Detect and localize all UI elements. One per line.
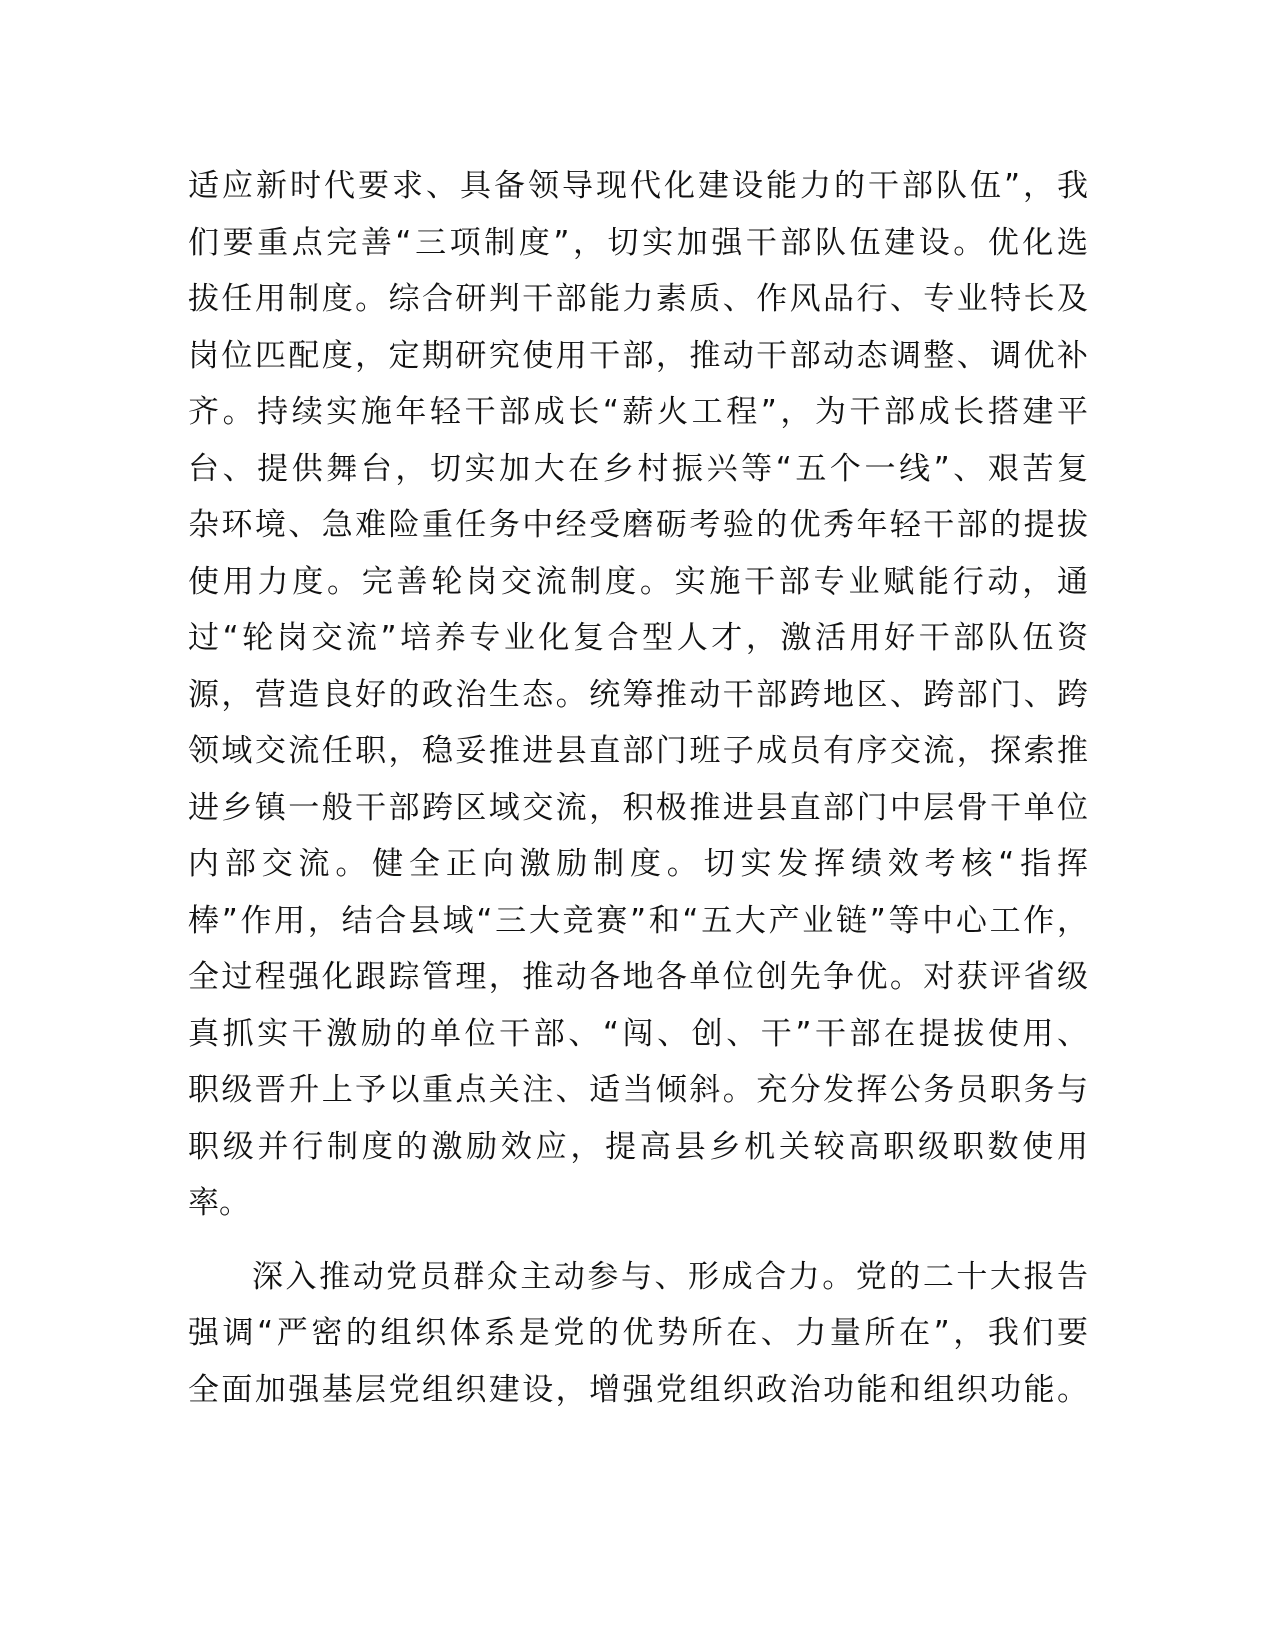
text-line: 领域交流任职，稳妥推进县直部门班子成员有序交流，探索推 — [188, 733, 1088, 769]
text-line: 内部交流。健全正向激励制度。切实发挥绩效考核“指挥 — [188, 846, 1088, 882]
text-line: 台、提供舞台，切实加大在乡村振兴等“五个一线”、艰苦复 — [188, 450, 1088, 487]
text-line: 全面加强基层党组织建设，增强党组织政治功能和组织功能。 — [188, 1371, 1088, 1408]
text-line: 职级晋升上予以重点关注、适当倾斜。充分发挥公务员职务与 — [188, 1072, 1088, 1108]
text-line: 全过程强化跟踪管理，推动各地各单位创先争优。对获评省级 — [188, 959, 1088, 995]
text-line: 使用力度。完善轮岗交流制度。实施干部专业赋能行动，通 — [188, 563, 1088, 600]
text-line: 深入推动党员群众主动参与、形成合力。党的二十大报告 — [252, 1258, 1088, 1295]
text-line: 强调“严密的组织体系是党的优势所在、力量所在”，我们要 — [188, 1315, 1088, 1351]
paragraph-spacer — [188, 1232, 1088, 1249]
paragraph-1 — [188, 158, 1088, 1232]
text-line: 真抓实干激励的单位干部、“闯、创、干”干部在提拔使用、 — [188, 1015, 1088, 1052]
text-line: 拔任用制度。综合研判干部能力素质、作风品行、专业特长及 — [188, 281, 1088, 317]
paragraph-2 — [188, 1249, 1088, 1419]
body-text — [188, 158, 1088, 1418]
text-line: 进乡镇一般干部跨区域交流，积极推进县直部门中层骨干单位 — [188, 789, 1088, 826]
text-line: 源，营造良好的政治生态。统筹推动干部跨地区、跨部门、跨 — [188, 676, 1088, 713]
text-line: 率。 — [188, 1185, 250, 1221]
text-line: 们要重点完善“三项制度”，切实加强干部队伍建设。优化选 — [188, 224, 1088, 261]
text-line: 棒”作用，结合县域“三大竞赛”和“五大产业链”等中心工作， — [188, 902, 1088, 939]
text-line: 适应新时代要求、具备领导现代化建设能力的干部队伍”，我 — [188, 168, 1088, 204]
text-line: 杂环境、急难险重任务中经受磨砺考验的优秀年轻干部的提拔 — [188, 507, 1088, 543]
text-line: 职级并行制度的激励效应，提高县乡机关较高职级职数使用 — [188, 1128, 1088, 1165]
text-line: 齐。持续实施年轻干部成长“薪火工程”，为干部成长搭建平 — [188, 394, 1088, 430]
text-line: 岗位匹配度，定期研究使用干部，推动干部动态调整、调优补 — [188, 337, 1088, 374]
text-line: 过“轮岗交流”培养专业化复合型人才，激活用好干部队伍资 — [188, 620, 1088, 656]
